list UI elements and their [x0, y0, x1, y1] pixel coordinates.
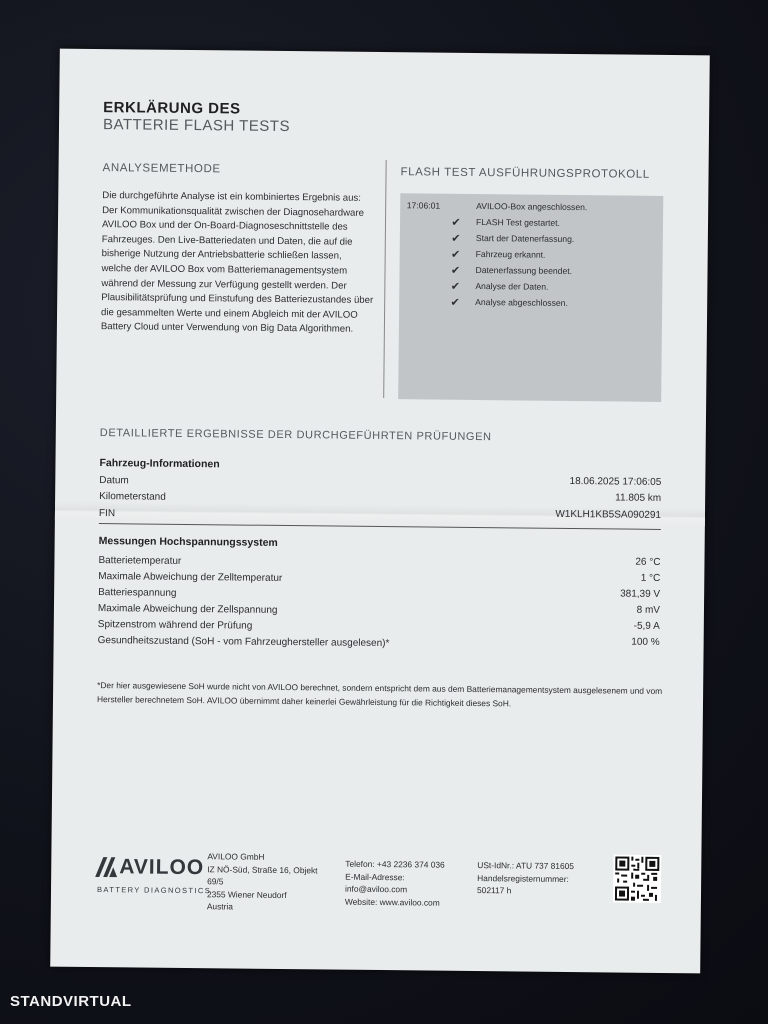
meas-value-current: -5,9 A: [633, 620, 660, 632]
footer-company-line: 2355 Wiener Neudorf: [206, 888, 287, 900]
checkmark-icon: ✔: [451, 216, 461, 229]
analyse-heading: ANALYSEMETHODE: [102, 162, 221, 176]
qr-code-icon: [613, 854, 662, 903]
footer-company-line: IZ NÖ-Süd, Straße 16, Objekt 69/5: [207, 863, 318, 887]
protocol-entry-text: AVILOO-Box angeschlossen.: [476, 200, 588, 213]
protocol-entry-time: [400, 269, 448, 270]
footer-company: [207, 850, 336, 914]
vehicle-value-vin: W1KLH1KB5SA090291: [555, 508, 662, 521]
meas-value-temp: 26 °C: [635, 556, 661, 568]
protocol-heading: FLASH TEST AUSFÜHRUNGSPROTOKOLL: [400, 166, 650, 181]
protocol-entry-text: Analyse der Daten.: [475, 280, 549, 292]
footer-contact: [345, 858, 472, 909]
soh-footnote: *Der hier ausgewiesene SoH wurde nicht von AVILOO berechnet, sondern entspricht dem aus dem Batteriemanagementsystem ausgelesenem und vom Hersteller berechnetem SoH. AVILOO übernimmt daher keinerlei Gewährleistung für die Richtigkeit dieses SoH.: [96, 680, 663, 708]
checkmark-icon: ✔: [451, 232, 461, 245]
footer-registry: [477, 859, 605, 898]
vehicle-value-date: 18.06.2025 17:06:05: [569, 475, 662, 488]
checkmark-icon: ✔: [450, 280, 461, 293]
footer-email[interactable]: info@aviloo.com: [344, 883, 408, 895]
meas-label-volt-dev: Maximale Abweichung der Zellspannung: [97, 603, 278, 616]
footer-email-label: E-Mail-Adresse:: [345, 871, 405, 882]
meas-value-volt-dev: 8 mV: [636, 604, 661, 616]
protocol-entry-time: [399, 301, 447, 302]
footer-vat: USt-IdNr.: ATU 737 81605: [477, 860, 575, 872]
protocol-entry-time: [400, 237, 448, 238]
checkmark-icon: ✔: [451, 248, 461, 261]
protocol-entry-time: [400, 253, 448, 254]
protocol-entry-text: Fahrzeug erkannt.: [475, 248, 546, 260]
aviloo-logo-icon: [95, 851, 119, 877]
vehicle-label-mileage: Kilometerstand: [99, 491, 166, 503]
report-paper: [50, 49, 710, 974]
protocol-entry-text: Analyse abgeschlossen.: [475, 296, 568, 308]
meas-value-soh: 100 %: [631, 636, 660, 648]
protocol-entry-text: Start der Datenerfassung.: [475, 232, 575, 245]
protocol-entry-text: FLASH Test gestartet.: [475, 216, 560, 228]
protocol-entry-time: [400, 221, 448, 222]
meas-label-temp: Batterietemperatur: [98, 555, 182, 567]
checkmark-icon: ✔: [450, 296, 460, 309]
analyse-text: Die durchgeführte Analyse ist ein kombiniertes Ergebnis aus: Der Kommunikationsqualität zwischen der Diagnosehardware AVILOO Box und der On-Board-Diagnoseschnittstelle des Fahrzeuges. Den Live-Batteriedaten und Daten, die auf die bisherige Nutzung der Antriebsbatterie schließen lassen, welche der AVILOO Box vom Batteriemanagementsystem während der Messung zur Verfügung gestellt werden. Der Plausibilitätsprüfung und Einstufung des Batteriezustandes über die gesammelten Werte und einem Abgleich mit der AVILOO Battery Cloud unter Verwendung von Big Data Algorithmen.: [100, 190, 374, 336]
meas-label-temp-dev: Maximale Abweichung der Zelltemperatur: [98, 571, 283, 584]
meas-value-voltage: 381,39 V: [620, 588, 661, 600]
logo-tagline: BATTERY DIAGNOSTICS: [96, 885, 212, 896]
column-divider: [383, 160, 386, 398]
vehicle-heading: Fahrzeug-Informationen: [99, 457, 220, 471]
footer-website[interactable]: Website: www.aviloo.com: [344, 896, 440, 908]
document-subtitle: BATTERIE FLASH TESTS: [102, 116, 291, 136]
logo-wordmark: AVILOO: [119, 855, 205, 880]
checkmark-icon: ✔: [450, 264, 461, 277]
measurements-heading: Messungen Hochspannungssystem: [98, 535, 278, 549]
footer-register-label: Handelsregisternummer:: [477, 872, 569, 884]
vehicle-label-vin: FIN: [98, 508, 116, 520]
footer-phone: Telefon: +43 2236 374 036: [345, 858, 445, 870]
protocol-log: [398, 193, 663, 402]
protocol-entry-time: 17:06:01: [406, 200, 441, 211]
vehicle-value-mileage: 11.805 km: [615, 492, 662, 504]
protocol-entry-text: Datenerfassung beendet.: [475, 264, 573, 276]
standvirtual-watermark: [10, 988, 132, 1014]
meas-label-soh: Gesundheitszustand (SoH - vom Fahrzeughersteller ausgelesen)*: [97, 635, 390, 650]
footer-register-number: 502117 h: [476, 885, 512, 896]
protocol-entry-time: [399, 285, 447, 286]
vehicle-label-date: Datum: [99, 475, 129, 487]
results-heading: DETAILLIERTE ERGEBNISSE DER DURCHGEFÜHRTEN PRÜFUNGEN: [99, 427, 492, 444]
watermark-text: STANDVIRTUAL: [10, 992, 132, 1010]
footer-company-line: AVILOO GmbH: [207, 851, 265, 862]
protocol-entry: [399, 293, 662, 312]
meas-value-temp-dev: 1 °C: [640, 572, 661, 584]
document-title: ERKLÄRUNG DES: [103, 99, 241, 118]
footer-company-line: Austria: [206, 901, 233, 912]
meas-label-voltage: Batteriespannung: [98, 587, 177, 599]
meas-label-current: Spitzenstrom während der Prüfung: [97, 619, 253, 632]
